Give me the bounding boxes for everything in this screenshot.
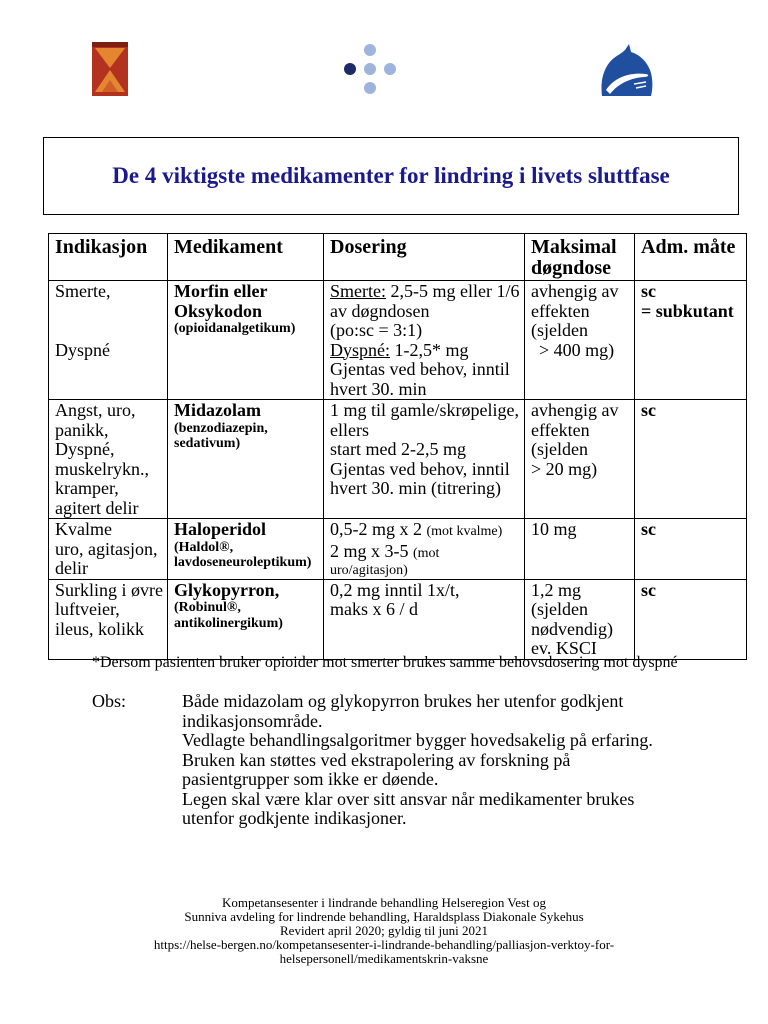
dose-value: 2 mg x 3-5 bbox=[330, 540, 409, 561]
indication-line: Dyspné bbox=[55, 339, 110, 360]
cell-maksimal-dogndose bbox=[525, 519, 635, 580]
max-dose-line: > 20 mg) bbox=[531, 458, 598, 479]
max-dose-line: nødvendig) bbox=[531, 618, 613, 639]
dose-line: Gjentas ved behov, inntil bbox=[330, 359, 510, 379]
page-title: De 4 viktigste medikamenter for lindring i livets sluttfase bbox=[112, 163, 670, 188]
cell-medikament bbox=[168, 400, 324, 519]
table-row bbox=[49, 579, 747, 659]
dots-cross-logo-icon bbox=[340, 42, 400, 98]
dose-line: 1 mg til gamle/skrøpelige, bbox=[330, 400, 519, 420]
max-dose-line: 10 mg bbox=[531, 519, 577, 539]
logo-dot bbox=[364, 82, 376, 94]
indication-line: luftveier, bbox=[55, 599, 120, 619]
indication-line: Smerte, bbox=[55, 281, 111, 301]
header-adm-mate: Adm. måte bbox=[635, 234, 747, 281]
admin-route: sc bbox=[641, 579, 656, 600]
footer-url-line: helsepersonell/medikamentskrin-vaksne bbox=[279, 951, 489, 966]
cell-dosering bbox=[324, 281, 525, 400]
hourglass-logo-icon bbox=[92, 42, 128, 96]
max-dose-line: 1,2 mg bbox=[531, 579, 582, 600]
dose-line bbox=[330, 341, 521, 361]
dose-line bbox=[330, 282, 521, 302]
dose-line: (po:sc = 3:1) bbox=[330, 320, 423, 340]
max-dose-line: > 400 mg) bbox=[539, 339, 615, 360]
cell-adm-mate bbox=[635, 400, 747, 519]
header-maksimal-dogndose bbox=[525, 234, 635, 281]
obs-line: Både midazolam og glykopyrron brukes her utenfor godkjent bbox=[182, 691, 624, 711]
obs-line: Bruken kan støttes ved ekstrapolering av forskning på bbox=[182, 749, 571, 770]
cell-adm-mate bbox=[635, 579, 747, 659]
drug-name: Morfin eller bbox=[174, 281, 268, 301]
cell-indikasjon bbox=[49, 579, 168, 659]
max-dose-line: (sjelden bbox=[531, 320, 588, 340]
indication-line: ileus, kolikk bbox=[55, 618, 144, 639]
max-dose-line: ev. KSCI bbox=[531, 638, 597, 658]
dose-note: uro/agitasjon) bbox=[330, 563, 408, 578]
cell-indikasjon bbox=[49, 281, 168, 400]
dose-line: ellers bbox=[330, 419, 369, 440]
header-dosering: Dosering bbox=[324, 234, 525, 281]
footer-line: Sunniva avdeling for lindrende behandling, Haraldsplass Diakonale Sykehus bbox=[184, 909, 584, 924]
cell-medikament bbox=[168, 281, 324, 400]
dose-note: (mot bbox=[413, 545, 440, 561]
drug-class: (opioidanalgetikum) bbox=[174, 321, 296, 336]
admin-route-note: = subkutant bbox=[641, 300, 734, 321]
logo-dot bbox=[364, 63, 376, 75]
obs-line: Legen skal være klar over sitt ansvar når medikamenter brukes bbox=[182, 788, 635, 809]
footer bbox=[0, 896, 768, 966]
footnote: *Dersom pasienten bruker opioider mot smerter brukes samme behovsdosering mot dyspné bbox=[92, 654, 678, 671]
obs-label: Obs: bbox=[92, 691, 127, 711]
dose-line: 0,2 mg inntil 1x/t, bbox=[330, 579, 460, 600]
cell-medikament bbox=[168, 519, 324, 580]
dose-line: hvert 30. min bbox=[330, 378, 427, 399]
dose-line bbox=[330, 542, 521, 564]
drug-class: (Haldol®, bbox=[174, 539, 234, 555]
obs-line: pasientgrupper som ikke er døende. bbox=[182, 769, 439, 789]
cell-maksimal-dogndose bbox=[525, 579, 635, 659]
logo-dot bbox=[344, 63, 356, 75]
cell-maksimal-dogndose bbox=[525, 400, 635, 519]
drug-name: Glykopyrron, bbox=[174, 579, 280, 600]
logo-dot bbox=[364, 44, 376, 56]
cell-maksimal-dogndose bbox=[525, 281, 635, 400]
cell-indikasjon bbox=[49, 519, 168, 580]
header-maks-line: døgndose bbox=[531, 257, 612, 279]
max-dose-line: avhengig av bbox=[531, 281, 619, 301]
indication-line: delir bbox=[55, 558, 88, 578]
indication-line: agitert delir bbox=[55, 497, 139, 518]
max-dose-line: (sjelden bbox=[531, 439, 588, 459]
dove-logo-icon bbox=[598, 44, 654, 98]
dose-value: 0,5-2 mg x 2 bbox=[330, 519, 422, 539]
table-row bbox=[49, 400, 747, 519]
indication-line: Kvalme bbox=[55, 519, 112, 539]
indication-line: uro, agitasjon, bbox=[55, 538, 158, 559]
logo-top-band bbox=[92, 42, 128, 47]
indication-line: panikk, bbox=[55, 419, 109, 440]
dose-line: Gjentas ved behov, inntil bbox=[330, 458, 510, 479]
drug-class: lavdoseneuroleptikum) bbox=[174, 555, 312, 570]
dose-line: av døgndosen bbox=[330, 300, 430, 321]
max-dose-line: effekten bbox=[531, 419, 590, 440]
header-medikament: Medikament bbox=[168, 234, 324, 281]
obs-line: utenfor godkjente indikasjoner. bbox=[182, 808, 407, 828]
max-dose-line: effekten bbox=[531, 300, 590, 321]
indication-line: kramper, bbox=[55, 478, 119, 498]
indication-line: Angst, uro, bbox=[55, 400, 136, 420]
dose-line bbox=[330, 520, 521, 542]
footer-line: Revidert april 2020; gyldig til juni 2021 bbox=[280, 923, 488, 938]
dose-line: start med 2-2,5 mg bbox=[330, 439, 466, 459]
drug-name: Midazolam bbox=[174, 400, 261, 420]
cell-adm-mate bbox=[635, 281, 747, 400]
admin-route: sc bbox=[641, 400, 656, 420]
drug-class: (Robinul®, bbox=[174, 600, 241, 615]
table-row bbox=[49, 281, 747, 400]
max-dose-line: (sjelden bbox=[531, 599, 588, 619]
cell-medikament bbox=[168, 579, 324, 659]
footer-url-line: https://helse-bergen.no/kompetansesenter-i-lindrande-behandling/palliasjon-verktoy-for- bbox=[153, 937, 615, 952]
drug-name: Haloperidol bbox=[174, 519, 267, 539]
cell-dosering bbox=[324, 519, 525, 580]
indication-line: muskelrykn., bbox=[55, 458, 149, 479]
drug-name: Oksykodon bbox=[174, 300, 263, 321]
admin-route: sc bbox=[641, 519, 656, 539]
dose-value: 1-2,5* mg bbox=[394, 339, 469, 360]
header-maks-line: Maksimal bbox=[531, 236, 617, 258]
table-row bbox=[49, 519, 747, 580]
dose-note: (mot kvalme) bbox=[426, 524, 503, 539]
footer-line: Kompetansesenter i lindrande behandling Helseregion Vest og bbox=[222, 895, 546, 910]
dose-label-dyspne: Dyspné: bbox=[330, 339, 390, 360]
dose-value: 2,5-5 mg eller 1/6 bbox=[390, 281, 520, 301]
indication-line: Surkling i øvre bbox=[55, 579, 163, 600]
title-box bbox=[43, 137, 739, 215]
max-dose-line: avhengig av bbox=[531, 400, 619, 420]
table-header-row bbox=[49, 234, 747, 281]
cell-adm-mate bbox=[635, 519, 747, 580]
cell-indikasjon bbox=[49, 400, 168, 519]
drug-class: (benzodiazepin, bbox=[174, 420, 268, 436]
dose-line: maks x 6 / d bbox=[330, 599, 418, 619]
header-indikasjon: Indikasjon bbox=[49, 234, 168, 281]
cell-dosering bbox=[324, 400, 525, 519]
drug-class: sedativum) bbox=[174, 436, 241, 451]
logo-dot bbox=[384, 63, 396, 75]
drug-class: antikolinergikum) bbox=[174, 615, 283, 631]
obs-text bbox=[182, 692, 653, 829]
medication-table bbox=[48, 233, 747, 660]
obs-line: Vedlagte behandlingsalgoritmer bygger hovedsakelig på erfaring. bbox=[182, 730, 653, 750]
dose-line: hvert 30. min (titrering) bbox=[330, 478, 501, 498]
cell-dosering bbox=[324, 579, 525, 659]
indication-line: Dyspné, bbox=[55, 439, 115, 459]
dose-label-smerte: Smerte: bbox=[330, 281, 386, 301]
obs-line: indikasjonsområde. bbox=[182, 710, 323, 731]
admin-route: sc bbox=[641, 281, 656, 301]
